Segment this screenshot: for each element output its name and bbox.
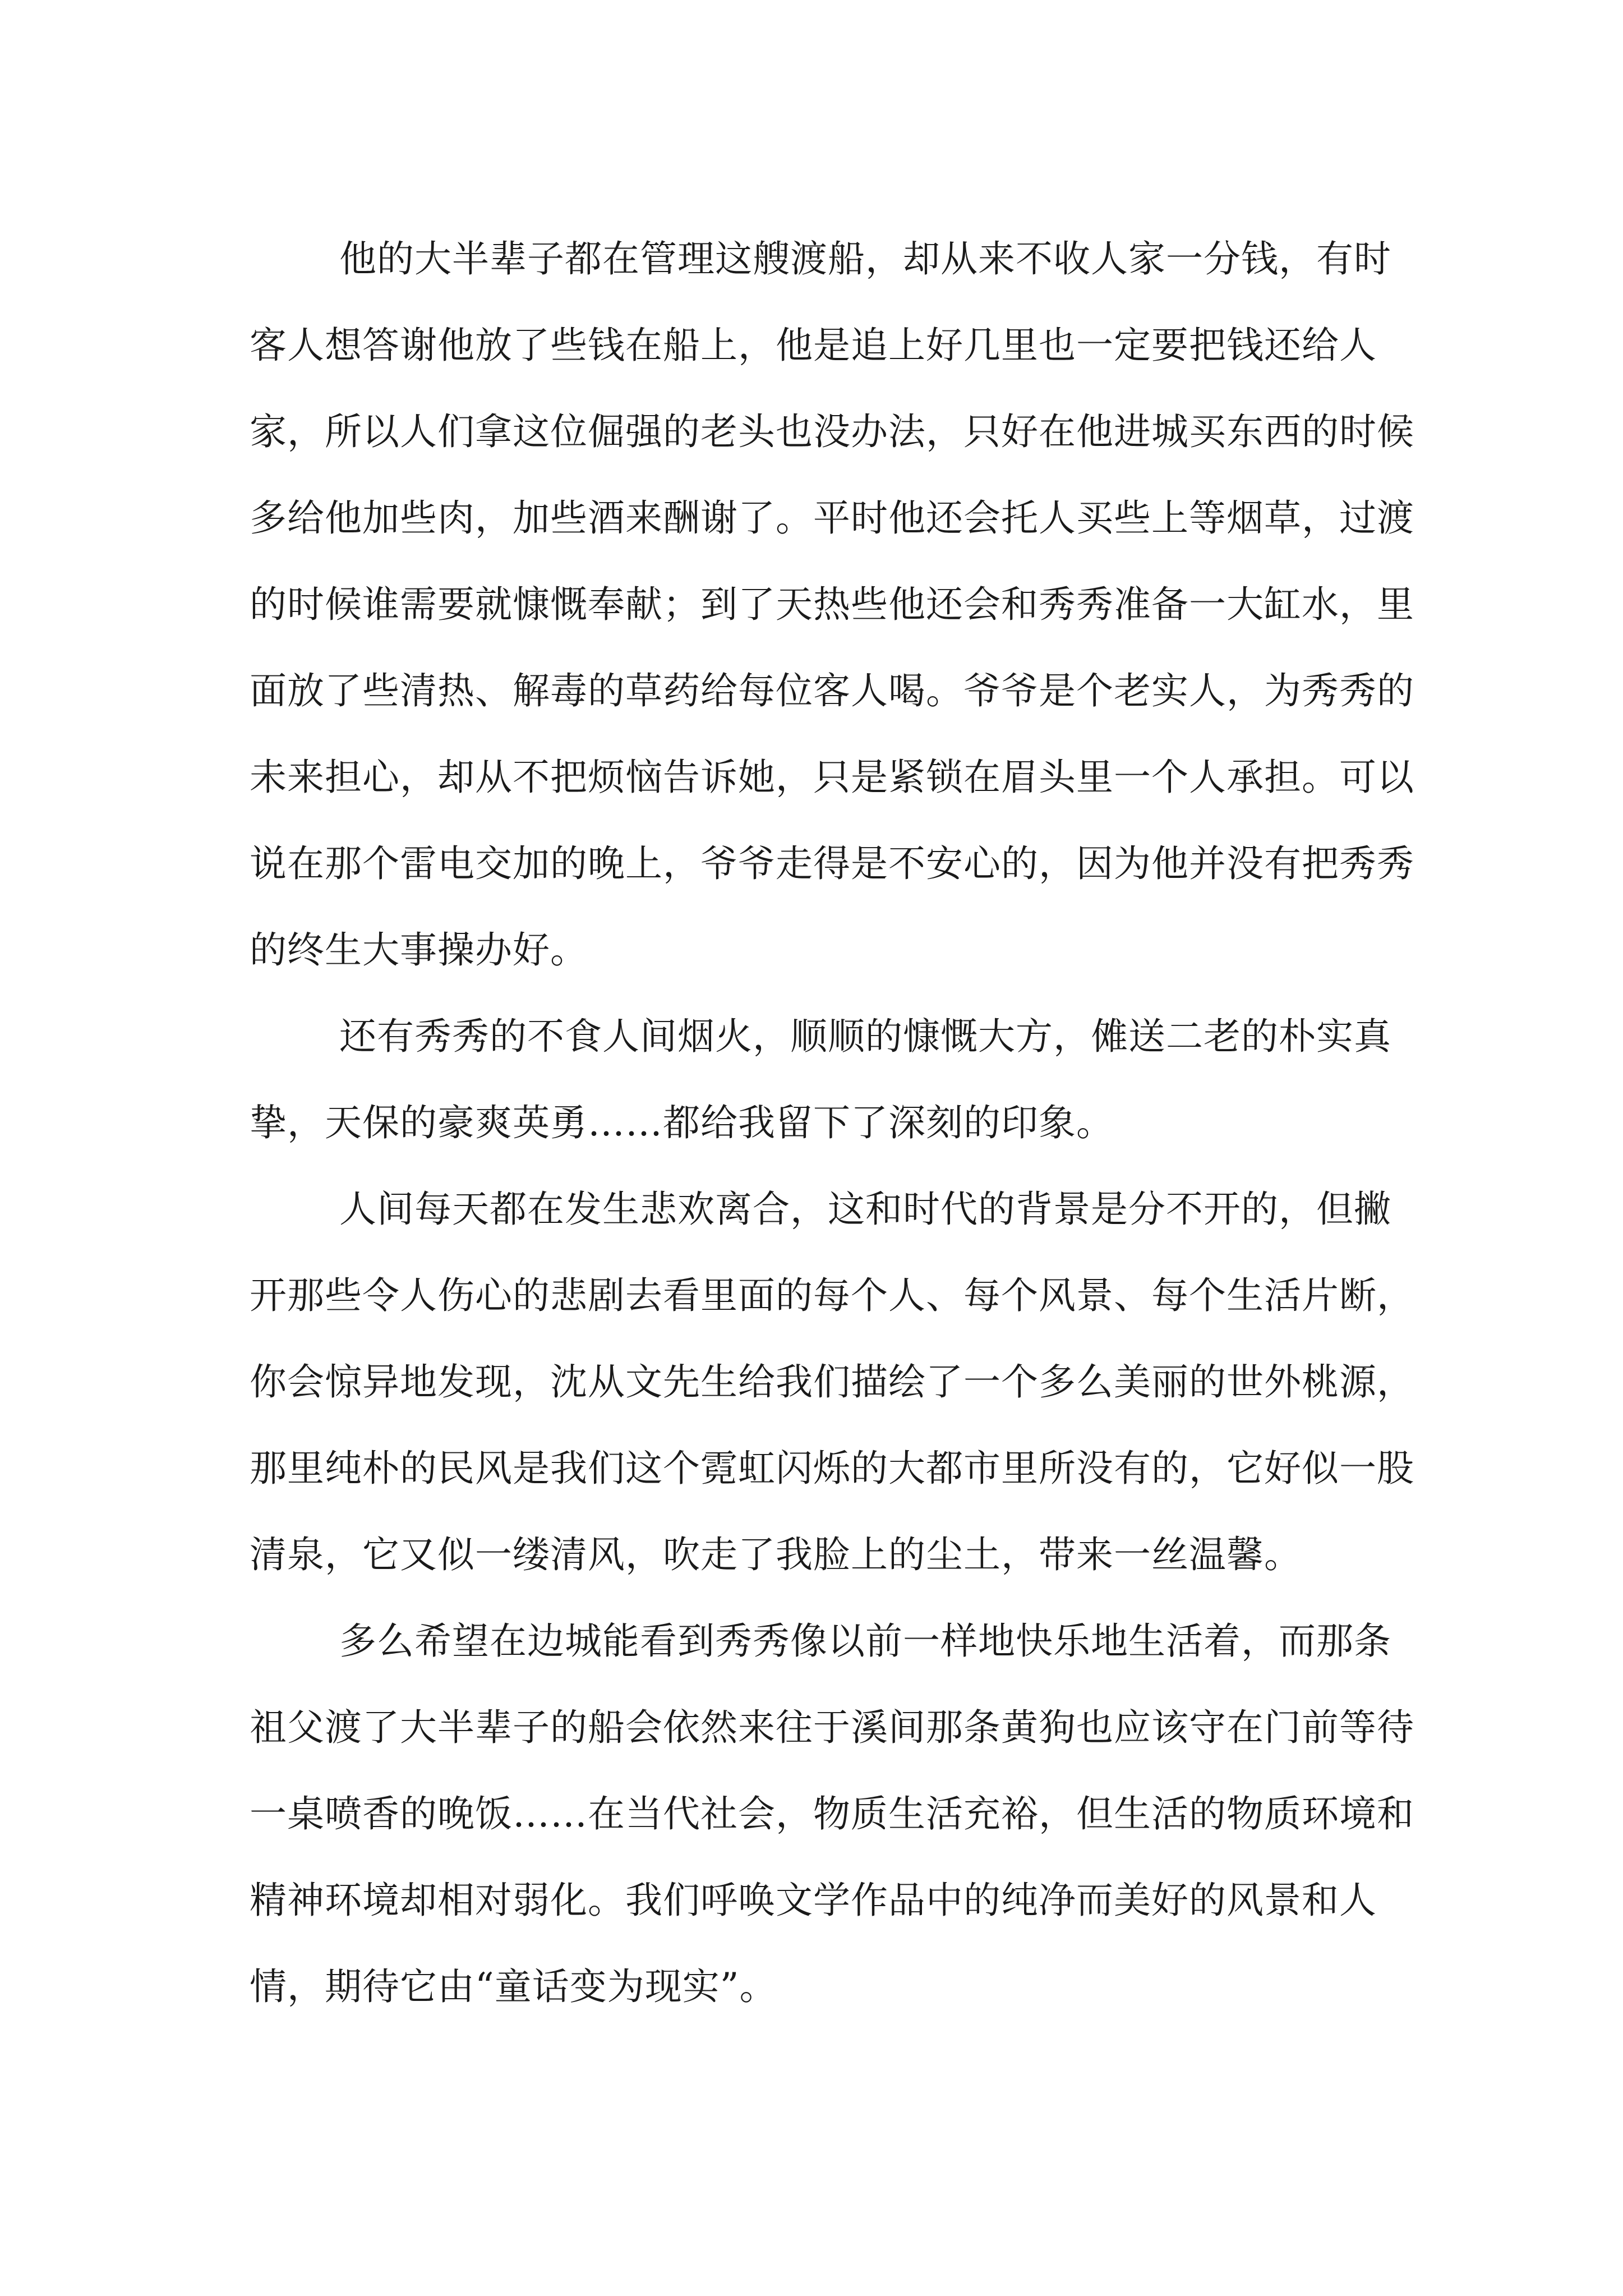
paragraph-3: 人间每天都在发生悲欢离合，这和时代的背景是分不开的，但撇开那些令人伤心的悲剧去看里面的每个人、每个风景、每个生活片断，你会惊异地发现，沈从文先生给我们描绘了一个多么美丽的世外桃源，那里纯朴的民风是我们这个霓虹闪烁的大都市里所没有的，它好似一股清泉，它又似一缕清风，吹走了我脸上的尘土，带来一丝温馨。: [250, 1188, 1414, 1576]
paragraph-4: 多么希望在边城能看到秀秀像以前一样地快乐地生活着，而那条祖父渡了大半辈子的船会依然来往于溪间那条黄狗也应该守在门前等待一桌喷香的晚饭……在当代社会，物质生活充裕，但生活的物质环境和精神环境却相对弱化。我们呼唤文学作品中的纯净而美好的风景和人情，期待它由“童话变为现实”。: [250, 1619, 1414, 2008]
essay-body: [250, 216, 1422, 2030]
paragraph-1: 他的大半辈子都在管理这艘渡船，却从来不收人家一分钱，有时客人想答谢他放了些钱在船上，他是追上好几里也一定要把钱还给人家，所以人们拿这位倔强的老头也没办法，只好在他进城买东西的时候多给他加些肉，加些酒来酬谢了。平时他还会托人买些上等烟草，过渡的时候谁需要就慷慨奉献；到了天热些他还会和秀秀准备一大缸水，里面放了些清热、解毒的草药给每位客人喝。爷爷是个老实人，为秀秀的未来担心，却从不把烦恼告诉她，只是紧锁在眉头里一个人承担。可以说在那个雷电交加的晚上，爷爷走得是不安心的，因为他并没有把秀秀的终生大事操办好。: [250, 237, 1414, 972]
paragraph-2: 还有秀秀的不食人间烟火，顺顺的慷慨大方，傩送二老的朴实真挚，天保的豪爽英勇……都给我留下了深刻的印象。: [250, 1015, 1391, 1144]
